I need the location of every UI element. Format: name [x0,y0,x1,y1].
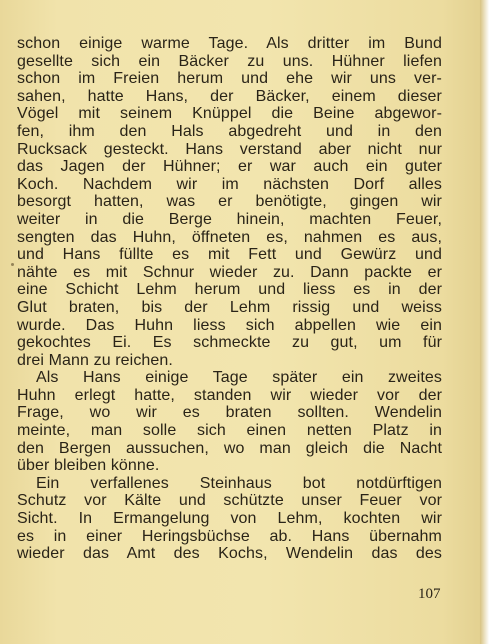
text-line: wieder das Amt des Kochs, Wendelin das des [17,545,442,563]
text-line: über bleiben könne. [17,457,160,475]
text-line: Huhn erlegt hatte, standen wir wieder vor der [17,386,442,404]
text-line: Koch. Nachdem wir im nächsten Dorf alles [17,175,442,193]
text-line: eine Schicht Lehm herum und liess es in der [17,281,442,299]
text-line: Rucksack gesteckt. Hans verstand aber nicht nur [17,140,442,158]
body-text [17,35,442,563]
text-line: nähte es mit Schnur wieder zu. Dann packte er [17,263,442,281]
text-line: Vögel mit seinem Knüppel die Beine abgewor- [17,105,442,123]
text-line: und Hans füllte es mit Fett und Gewürz und [17,246,442,264]
text-line: Sicht. In Ermangelung von Lehm, kochten wir [17,510,442,528]
text-line: sengten das Huhn, öffneten es, nahmen es aus, [17,228,442,246]
text-line: weiter in die Berge hinein, machten Feuer, [17,210,442,228]
page-edge [480,0,493,644]
text-line: drei Mann zu reichen. [17,351,173,369]
page-number: 107 [418,586,441,602]
text-line: Frage, wo wir es braten sollten. Wendelin [17,404,442,422]
text-line: Ein verfallenes Steinhaus bot notdürftigen [36,474,442,492]
text-line: meinte, man solle sich einen netten Platz in [17,422,442,440]
text-line: wurde. Das Huhn liess sich abpellen wie ein [17,316,442,334]
paper-speck [11,263,14,266]
text-line: gesellte sich ein Bäcker zu uns. Hühner liefen [17,52,442,70]
text-line: Schutz vor Kälte und schützte unser Feuer vor [17,492,442,510]
text-line: schon im Freien herum und ehe wir uns ver- [17,70,442,88]
text-line: schon einige warme Tage. Als dritter im Bund [17,35,442,52]
text-line: besorgt hatten, was er benötigte, gingen wir [17,193,442,211]
text-line: Als Hans einige Tage später ein zweites [36,369,442,387]
text-line: gekochtes Ei. Es schmeckte zu gut, um für [17,334,442,352]
text-line: es in einer Heringsbüchse ab. Hans übernahm [17,527,442,545]
text-line: das Jagen der Hühner; er war auch ein guter [17,158,442,176]
text-line: fen, ihm den Hals abgedreht und in den [17,122,442,140]
text-line: den Bergen aussuchen, wo man gleich die Nacht [17,439,442,457]
text-line: sahen, hatte Hans, der Bäcker, einem dieser [17,87,442,105]
text-line: Glut braten, bis der Lehm rissig und weiss [17,298,442,316]
